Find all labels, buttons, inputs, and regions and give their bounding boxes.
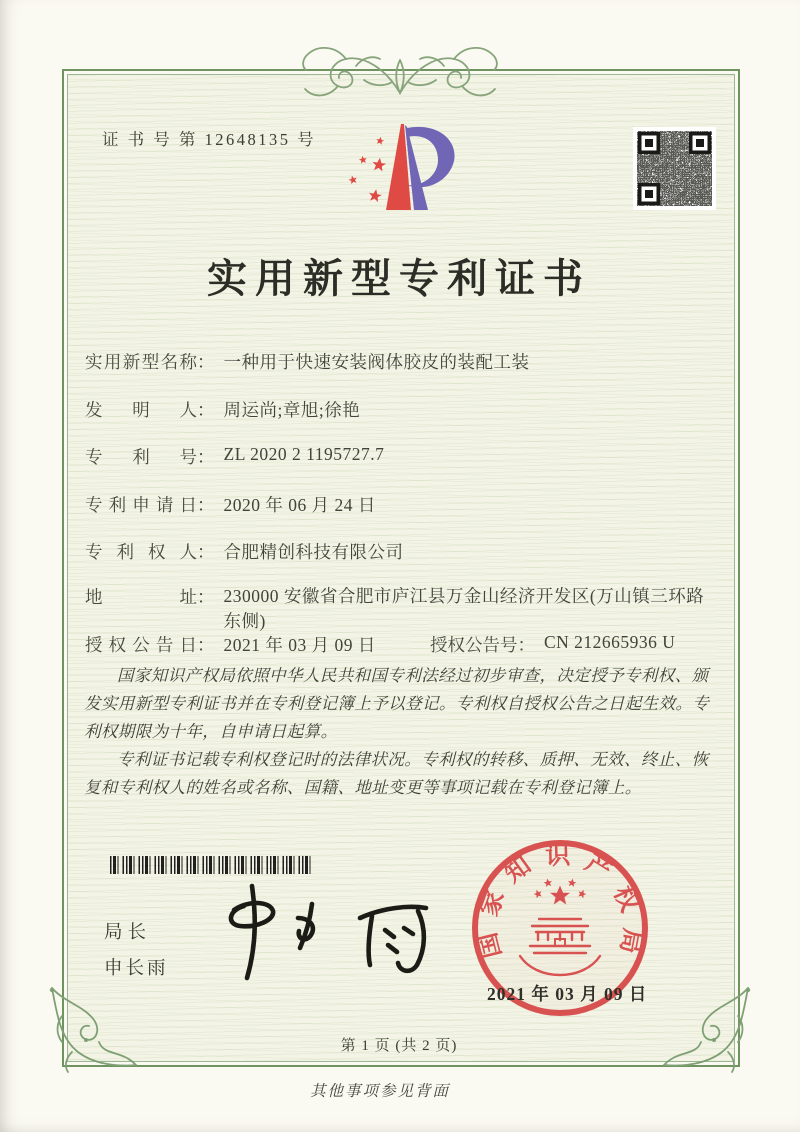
field-value: CN 212665936 U <box>544 632 676 652</box>
field-colon: ： <box>197 587 215 607</box>
field-colon: ： <box>197 352 215 372</box>
field-colon: ： <box>197 400 215 420</box>
page-number: 第 1 页 (共 2 页) <box>340 1038 458 1054</box>
field-label: 发明人 <box>85 400 197 420</box>
field-row-patent-number <box>85 444 725 469</box>
field-label: 授权公告日 <box>85 635 197 655</box>
top-flourish-ornament <box>294 36 506 100</box>
legal-paragraph-1: 国家知识产权局依照中华人民共和国专利法经过初步审查，决定授予专利权、颁发实用新型专利证书并在专利登记簿上予以登记。专利权自授权公告之日起生效。专利权期限为十年，自申请日起算。 <box>84 666 710 741</box>
field-label: 专利权人 <box>85 542 197 562</box>
field-value: ZL 2020 2 1195727.7 <box>223 444 385 464</box>
field-label: 实用新型名称 <box>85 352 197 372</box>
field-pair-grant-number <box>430 632 675 657</box>
field-row-patentee <box>85 539 725 564</box>
field-colon: ： <box>197 635 215 655</box>
field-row-grant <box>85 632 725 657</box>
barcode <box>110 856 311 874</box>
field-colon: ： <box>197 495 215 515</box>
seal-text: 国家知识产权局 <box>474 842 646 961</box>
field-value: 周运尚;章旭;徐艳 <box>223 400 361 420</box>
field-label: 专利申请日 <box>85 495 197 515</box>
field-value: 2021 年 03 月 09 日 <box>223 635 376 655</box>
field-colon: ： <box>197 447 215 467</box>
cnipa-logo-icon <box>338 112 465 224</box>
director-name: 申长雨 <box>104 959 169 979</box>
certificate-title: 实用新型专利证书 <box>207 256 591 301</box>
director-signature-icon <box>212 878 444 986</box>
bottom-left-flourish-ornament <box>42 982 142 1074</box>
legal-paragraph-2: 专利证书记载专利权登记时的法律状况。专利权的转移、质押、无效、终止、恢复和专利权人的姓名或名称、国籍、地址变更等事项记载在专利登记簿上。 <box>84 750 709 797</box>
qr-code <box>633 127 716 210</box>
certificate-number: 证 书 号 第 12648135 号 <box>102 130 317 149</box>
field-value: 2020 年 06 月 24 日 <box>223 495 376 515</box>
field-row-filing-date <box>85 492 725 517</box>
seal-date: 2021 年 03 月 09 日 <box>487 984 648 1004</box>
field-label: 地址 <box>85 587 197 607</box>
field-row-utility-model-name <box>85 349 725 374</box>
bottom-right-flourish-ornament <box>658 982 758 1074</box>
director-title: 局长 <box>104 923 152 943</box>
legal-text <box>84 662 718 802</box>
field-value: 230000 安徽省合肥市庐江县万金山经济开发区(万山镇三环路东侧) <box>223 586 705 631</box>
field-label: 授权公告号 <box>430 635 518 655</box>
field-label: 专利号 <box>85 447 197 467</box>
field-row-address <box>85 584 725 633</box>
field-colon: ： <box>517 635 535 655</box>
field-value: 一种用于快速安装阀体胶皮的装配工装 <box>223 352 530 372</box>
field-row-inventor <box>85 397 725 422</box>
field-value: 合肥精创科技有限公司 <box>223 542 404 562</box>
back-note: 其他事项参见背面 <box>309 1083 450 1100</box>
field-colon: ： <box>197 542 215 562</box>
